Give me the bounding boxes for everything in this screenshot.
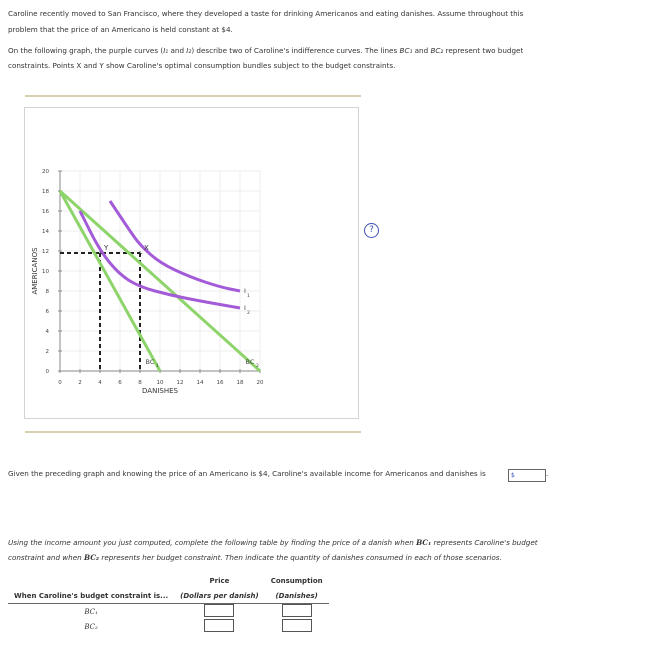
price-input-bc2[interactable] xyxy=(204,619,234,632)
table-row xyxy=(8,619,329,634)
income-input[interactable]: $ xyxy=(508,469,546,482)
question-income: Given the preceding graph and knowing the price of an Americano is $4, Caroline's available income for Americanos and danishes is xyxy=(8,469,486,478)
i2-symbol: I₂ xyxy=(186,46,192,55)
question-income-end: . xyxy=(546,469,549,478)
point-marker-y: + xyxy=(97,249,103,258)
x-tick-label: 14 xyxy=(196,380,204,386)
y-tick-label: 18 xyxy=(42,189,49,195)
intro-text-and-2: and xyxy=(412,46,431,55)
graph-panel[interactable] xyxy=(24,107,374,419)
bc1-symbol: BC₁ xyxy=(399,46,413,55)
row-label-bc1: BC₁ xyxy=(84,607,98,616)
budget-label-1: BC xyxy=(145,358,155,366)
x-tick-label: 4 xyxy=(98,380,102,386)
consumption-input-bc1[interactable] xyxy=(282,604,312,617)
intro-text-b: ) describe two of Caroline's indifference curves. The lines xyxy=(191,46,400,55)
x-tick-label: 2 xyxy=(78,380,82,386)
q2-bc1: BC₁ xyxy=(416,538,432,547)
q2-text-c: constraint and when xyxy=(8,553,84,562)
intro-text-a: On the following graph, the purple curves ( xyxy=(8,46,164,55)
intro-line-4: constraints. Points X and Y show Caroline's optimal consumption bundles subject to the budget constraints. xyxy=(8,61,396,70)
q2-text-a: Using the income amount you just computed, complete the following table by finding the price of a danish when xyxy=(8,538,417,547)
answer-table xyxy=(8,573,329,634)
budget-label-sub-1: 1 xyxy=(156,364,159,369)
y-tick-label: 14 xyxy=(42,229,49,235)
price-header: Price xyxy=(209,576,230,585)
y-tick-label: 2 xyxy=(45,349,49,355)
y-tick-label: 16 xyxy=(42,209,49,215)
intro-text-and: and xyxy=(168,46,187,55)
point-label-y: Y xyxy=(104,244,109,252)
x-axis-title: DANISHES xyxy=(142,387,178,395)
row-header: When Caroline's budget constraint is... xyxy=(8,588,174,604)
indifference-label-1: I xyxy=(244,287,246,295)
question2-line-2 xyxy=(8,550,648,566)
row-label-bc2: BC₂ xyxy=(84,622,98,631)
question2-line-1 xyxy=(8,535,648,551)
q2-text-d: represents her budget constraint. Then indicate the quantity of danishes consumed in each of those scenarios. xyxy=(99,553,502,562)
indifference-label-sub-1: 1 xyxy=(247,294,250,299)
q2-bc2: BC₂ xyxy=(84,553,100,562)
point-label-x: X xyxy=(144,244,149,252)
x-tick-label: 16 xyxy=(216,380,224,386)
y-tick-label: 6 xyxy=(45,309,49,315)
y-tick-label: 10 xyxy=(42,269,49,275)
consumption-input-bc2[interactable] xyxy=(282,619,312,632)
point-marker-x: + xyxy=(137,249,143,258)
q2-text-b: represents Caroline's budget xyxy=(431,538,538,547)
y-tick-label: 4 xyxy=(45,329,49,335)
consumption-header: Consumption xyxy=(270,576,323,585)
y-tick-label: 12 xyxy=(42,249,49,255)
table-row xyxy=(8,604,329,620)
budget-label-2: BC xyxy=(245,358,255,366)
y-axis-title: AMERICANOS xyxy=(31,247,39,295)
x-tick-label: 8 xyxy=(138,380,142,386)
price-input-bc1[interactable] xyxy=(204,604,234,617)
x-tick-label: 6 xyxy=(118,380,122,386)
intro-text-c: represent two budget xyxy=(443,46,524,55)
x-tick-label: 10 xyxy=(156,380,164,386)
price-subheader: (Dollars per danish) xyxy=(174,588,265,604)
x-tick-label: 12 xyxy=(176,380,184,386)
i1-symbol: I₁ xyxy=(163,46,169,55)
x-tick-label: 0 xyxy=(58,380,62,386)
bottom-divider xyxy=(25,431,361,433)
y-tick-label: 8 xyxy=(45,289,49,295)
x-tick-label: 18 xyxy=(236,380,244,386)
intro-line-1: Caroline recently moved to San Francisco, where they developed a taste for drinking Americanos and eating danishes. Assume throughout this xyxy=(8,9,524,18)
consumption-subheader: (Danishes) xyxy=(265,588,329,604)
indifference-label-2: I xyxy=(244,304,246,312)
intro-line-2: problem that the price of an Americano is held constant at $4. xyxy=(8,25,233,34)
indifference-label-sub-2: 2 xyxy=(247,311,250,316)
budget-label-sub-2: 2 xyxy=(256,364,259,369)
y-tick-label: 0 xyxy=(45,369,49,375)
x-tick-label: 20 xyxy=(256,380,264,386)
indifference-chart[interactable] xyxy=(25,108,358,418)
top-divider xyxy=(25,95,361,97)
bc2-symbol: BC₂ xyxy=(430,46,444,55)
intro-line-3 xyxy=(8,43,648,59)
y-tick-label: 20 xyxy=(42,169,49,175)
help-icon[interactable]: ? xyxy=(364,223,379,238)
